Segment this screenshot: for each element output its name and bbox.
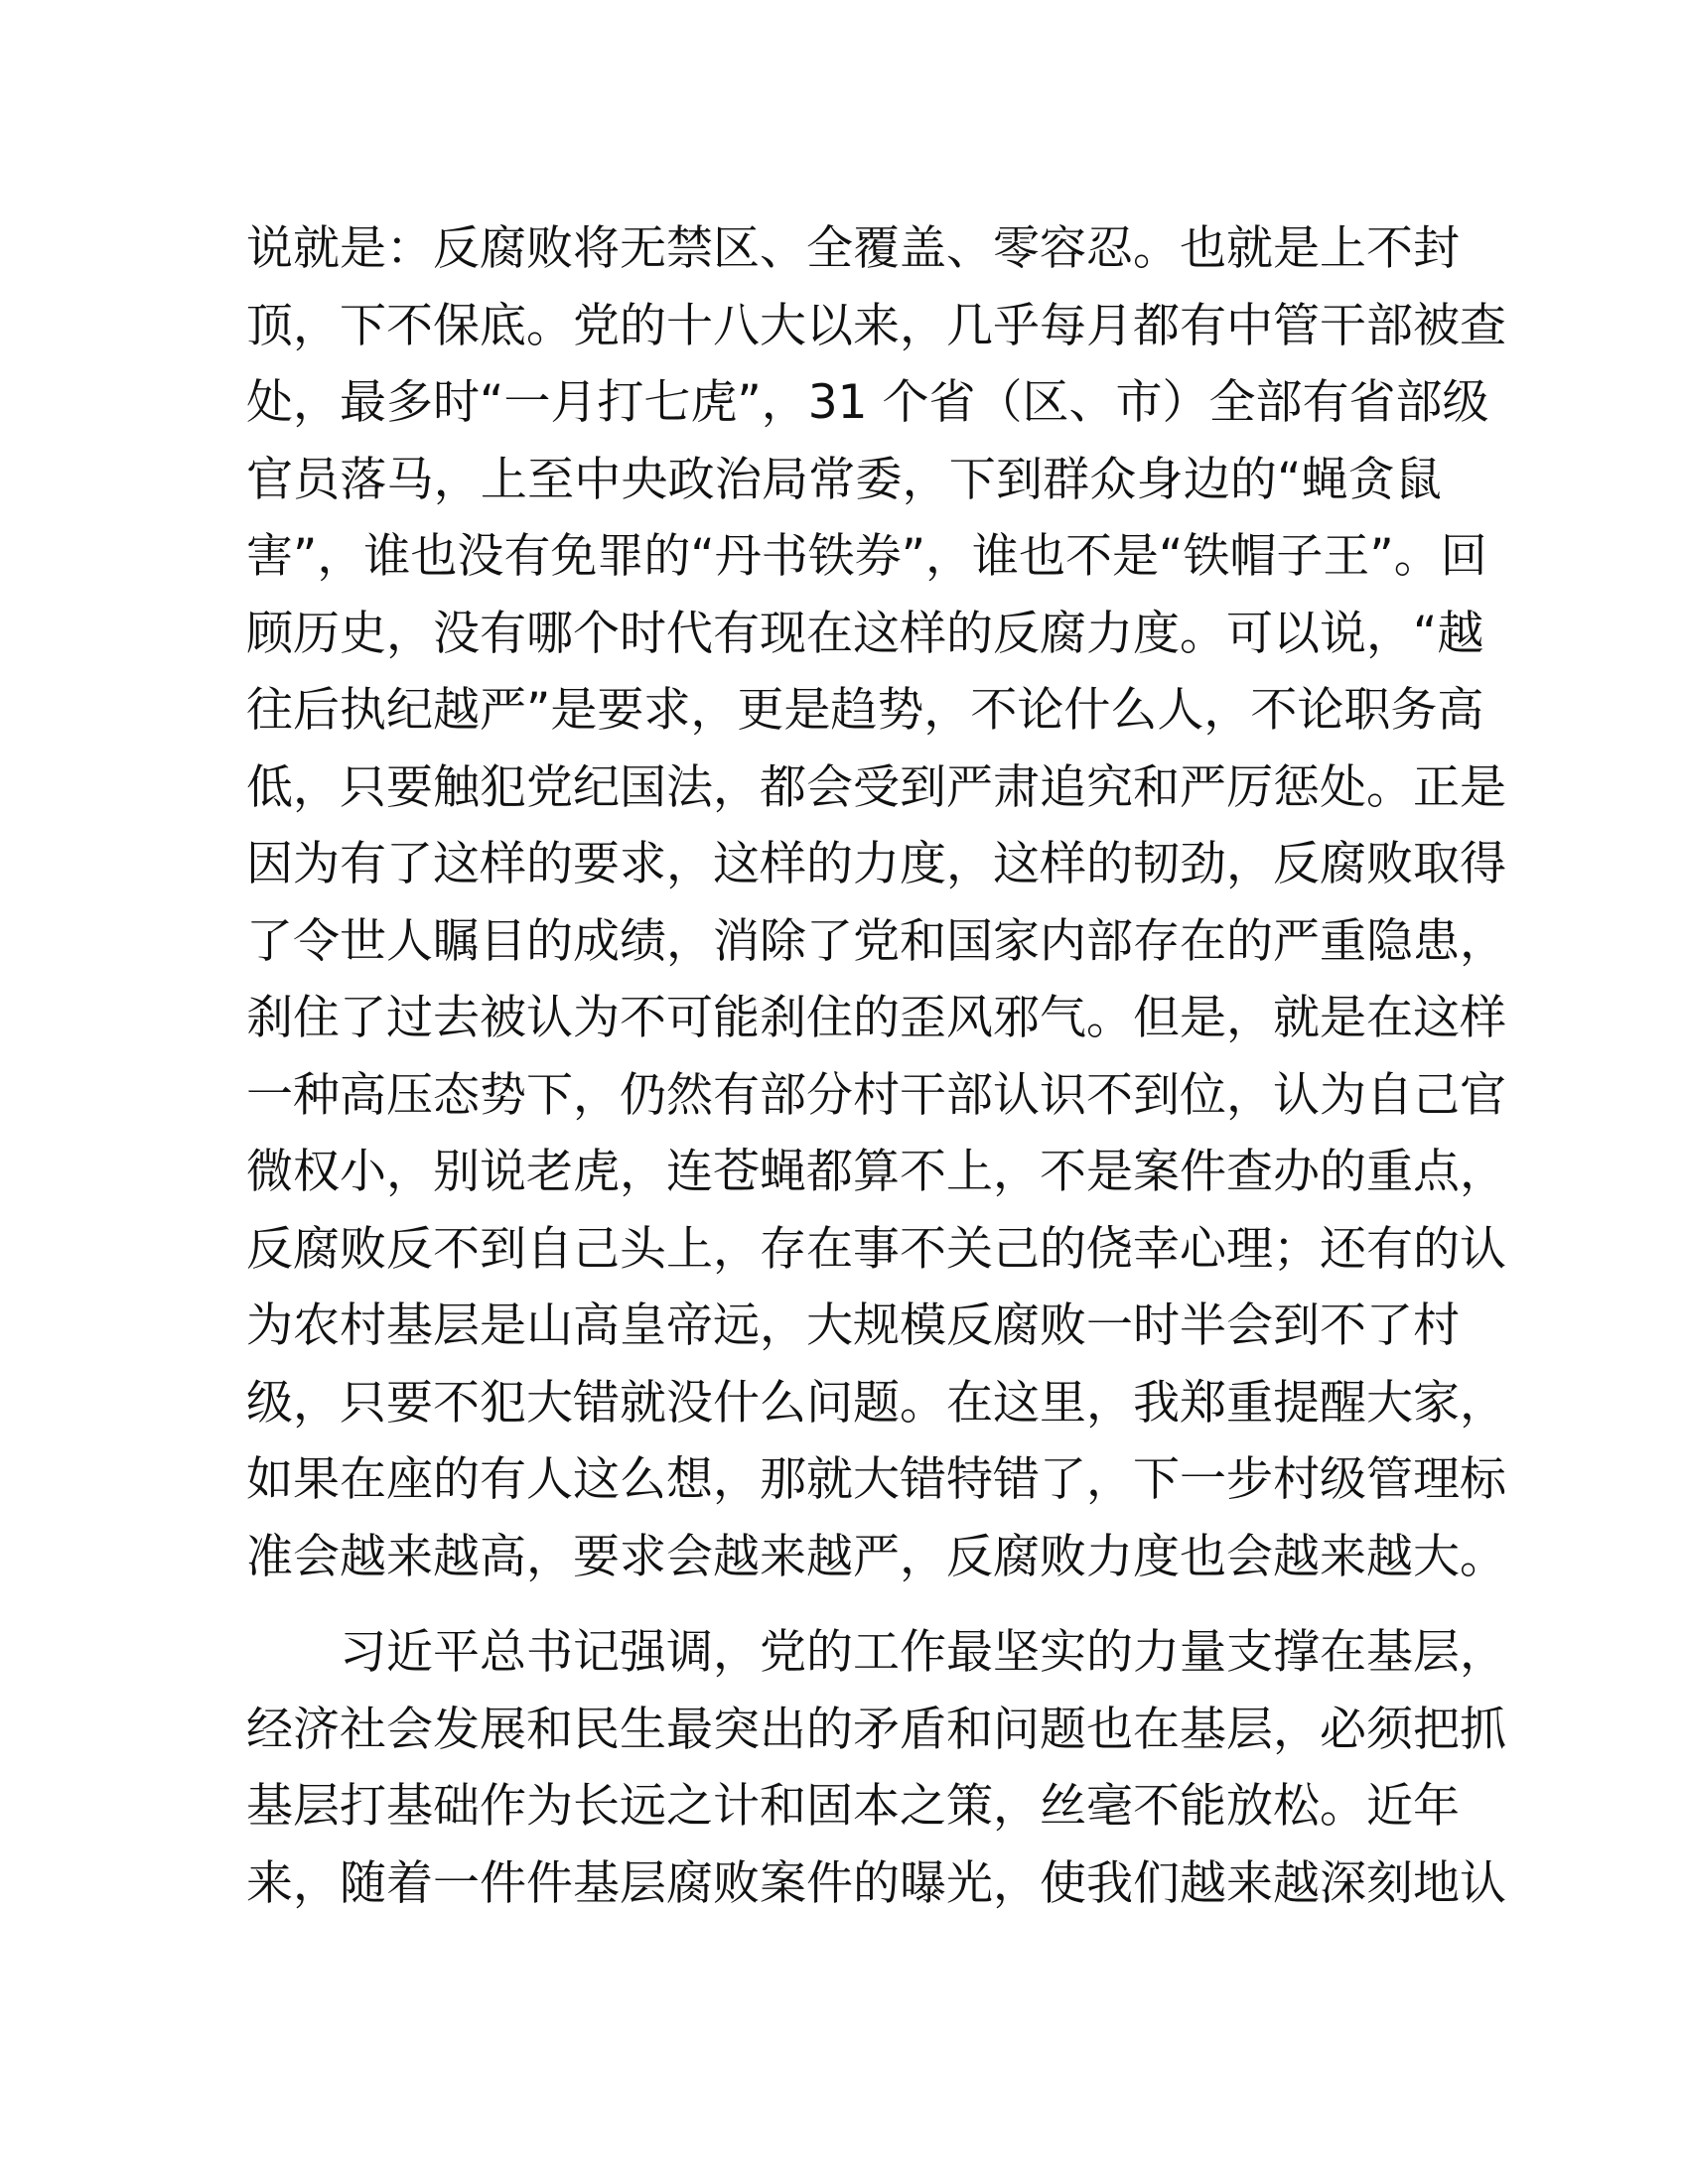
text-line: 一种高压态势下，仍然有部分村干部认识不到位，认为自己官 [246, 1067, 1506, 1123]
text-line: 因为有了这样的要求，这样的力度，这样的韧劲，反腐败取得 [246, 837, 1506, 891]
text-line: 如果在座的有人这么想，那就大错特错了，下一步村级管理标 [246, 1452, 1506, 1507]
text-line: 微权小，别说老虎，连苍蝇都算不上，不是案件查办的重点， [246, 1145, 1506, 1199]
text-line: 习近平总书记强调，党的工作最坚实的力量支撑在基层， [340, 1625, 1506, 1680]
text-line: 官员落马，上至中央政治局常委，下到群众身边的“蝇贪鼠 [246, 452, 1442, 507]
text-line: 准会越来越高，要求会越来越严，反腐败力度也会越来越大。 [246, 1529, 1506, 1584]
text-line: 刹住了过去被认为不可能刹住的歪风邪气。但是，就是在这样 [246, 991, 1506, 1045]
text-line: 处，最多时“一月打七虎”，31 个省（区、市）全部有省部级 [246, 375, 1489, 430]
paragraph-1 [246, 210, 1506, 1595]
text-line: 顾历史，没有哪个时代有现在这样的反腐力度。可以说，“越 [246, 606, 1484, 661]
text-line: 了令世人瞩目的成绩，消除了党和国家内部存在的严重隐患， [246, 913, 1506, 969]
text-line: 反腐败反不到自己头上，存在事不关己的侥幸心理；还有的认 [246, 1221, 1506, 1277]
text-line: 来，随着一件件基层腐败案件的曝光，使我们越来越深刻地认 [246, 1855, 1506, 1911]
text-line: 说就是：反腐败将无禁区、全覆盖、零容忍。也就是上不封 [246, 221, 1460, 276]
text-line: 为农村基层是山高皇帝远，大规模反腐败一时半会到不了村 [246, 1298, 1460, 1353]
text-line: 害”，谁也没有免罪的“丹书铁券”，谁也不是“铁帽子王”。回 [246, 529, 1487, 584]
text-line: 基层打基础作为长远之计和固本之策，丝毫不能放松。近年 [246, 1779, 1460, 1834]
paragraph-2 [246, 1614, 1506, 1922]
text-line: 级，只要不犯大错就没什么问题。在这里，我郑重提醒大家， [246, 1375, 1506, 1431]
text-line: 经济社会发展和民生最突出的矛盾和问题也在基层，必须把抓 [246, 1702, 1506, 1757]
text-line: 低，只要触犯党纪国法，都会受到严肃追究和严厉惩处。正是 [246, 759, 1506, 815]
text-line: 往后执纪越严”是要求，更是趋势，不论什么人，不论职务高 [246, 683, 1484, 738]
text-line: 顶，下不保底。党的十八大以来，几乎每月都有中管干部被查 [246, 298, 1506, 353]
